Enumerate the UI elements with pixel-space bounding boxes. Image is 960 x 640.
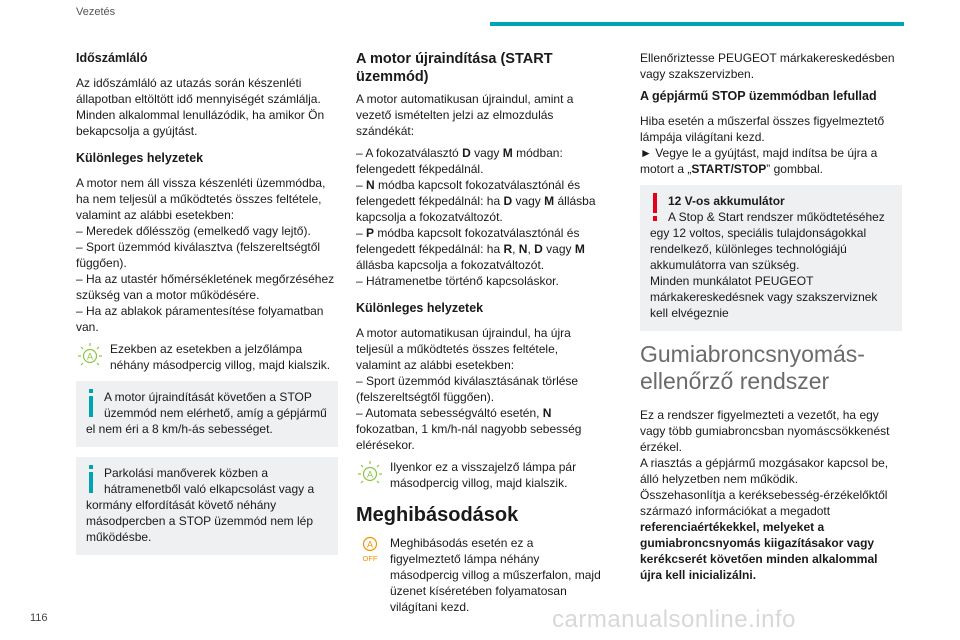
warning-title: 12 V-os akkumulátor <box>668 194 785 208</box>
info-box-parking <box>76 457 338 555</box>
list-item: – Ha az ablakok páramentesítése folyamatban van. <box>76 304 324 334</box>
warning-box-battery <box>640 185 902 331</box>
info-icon <box>86 389 96 417</box>
column-right <box>640 50 902 589</box>
heading-tpms: Gumiabroncsnyomás-ellenőrző rendszer <box>640 341 865 394</box>
fault-note <box>356 535 601 615</box>
start-conditions <box>356 145 601 289</box>
warning-text-2: Minden munkálatot PEUGEOT márkakereskedésnek vagy szakszerviznek kell elvégeznie <box>650 274 878 320</box>
warning-text: A Stop & Start rendszer működtetéséhez egy 12 voltos, speciális tulajdonságokkal rendelkező, különleges technológiájú akkumulátorra van szükség. <box>650 210 885 272</box>
heading-timer: Időszámláló <box>76 51 148 65</box>
info-box-text: Parkolási manőverek közben a hátramenetből való elkapcsolást vagy a kormány elfordítását követő néhány másodpercben a STOP üzemmód nem lép működésbe. <box>86 466 315 544</box>
list-item: – Sport üzemmód kiválasztásának törlése (felszereltségtől függően). <box>356 374 579 404</box>
restart-conditions <box>356 325 601 453</box>
paragraph-service: Ellenőriztesse PEUGEOT márkakereskedésben vagy szakszervizben. <box>640 51 895 81</box>
heading-special-cases: Különleges helyzetek <box>76 151 204 165</box>
paragraph-start-intro: A motor automatikusan újraindul, amint a vezető ismételten jelzi az elmozdulás szándékát: <box>356 92 574 138</box>
heading-stall: A gépjármű STOP üzemmódban lefullad <box>640 89 877 103</box>
svg-text:A: A <box>366 469 374 480</box>
page-number: 116 <box>30 612 48 624</box>
auto-stop-lamp-icon <box>356 459 384 487</box>
text-line: Összehasonlítja a keréksebesség-érzékelőktől származó információkat a megadott referenciaértékekkel, melyeket a gumiabroncsnyomás kiigazításakor vagy kerékcserét követően minden alkalommal újra kell inicializálni. <box>640 488 888 582</box>
paragraph-special-cases <box>76 175 338 335</box>
info-box-restart <box>76 381 338 447</box>
list-item: – A fokozatválasztó D vagy M módban: felengedett fékpedálnál. <box>356 146 563 176</box>
svg-text:OFF: OFF <box>362 554 378 563</box>
list-item: – Hátramenetbe történő kapcsoláskor. <box>356 274 559 288</box>
column-left <box>76 50 338 565</box>
paragraph-stall <box>640 113 902 177</box>
svg-text:A: A <box>366 539 374 550</box>
heading-faults: Meghibásodások <box>356 504 519 526</box>
list-item: – N módba kapcsolt fokozatválasztónál és felengedett fékpedálnál: ha D vagy M állásba kapcsolja a fokozatváltozót. <box>356 178 596 224</box>
info-icon <box>86 465 96 493</box>
list-item: – Meredek dőlésszög (emelkedő vagy lejtő). <box>76 224 311 238</box>
paragraph-timer: Az időszámláló az utazás során készenléti állapotban eltöltött idő mennyiségét számlálja. Minden alkalommal lenullázódik, ha amikor Ön bekapcsolja a gyújtást. <box>76 76 325 138</box>
auto-off-lamp-icon <box>356 535 384 563</box>
list-item: – Sport üzemmód kiválasztva (felszereltségtől függően). <box>76 240 321 270</box>
text-line: A riasztás a gépjármű mozgásakor kapcsol be, álló helyzetben nem működik. <box>640 456 889 486</box>
text-line: Ez a rendszer figyelmezteti a vezetőt, ha egy vagy több gumiabroncsban nyomáscsökkenést érzékel. <box>640 408 890 454</box>
paragraph-tpms <box>640 407 902 583</box>
text-line: A motor automatikusan újraindul, ha újra teljesül a működtetés összes feltétele, valamint az alábbi esetekben: <box>356 326 571 372</box>
watermark: carmanualsonline.info <box>552 606 796 633</box>
svg-text:A: A <box>86 351 94 362</box>
header-accent-bar <box>490 22 904 26</box>
column-middle <box>356 50 601 621</box>
lamp-note-2 <box>356 459 601 491</box>
text-line: Hiba esetén a műszerfal összes figyelmeztető lámpája világítani kezd. <box>640 114 885 144</box>
lamp-note-text: Ilyenkor ez a visszajelző lámpa pár másodpercig villog, majd kialszik. <box>390 460 577 490</box>
heading-start-mode: A motor újraindítása (START üzemmód) <box>356 51 553 85</box>
warning-icon <box>650 193 660 221</box>
list-item: – P módba kapcsolt fokozatválasztónál és felengedett fékpedálnál: ha R, N, D vagy M állásba kapcsolja a fokozatváltozót. <box>356 226 585 272</box>
running-header: Vezetés <box>76 6 116 18</box>
info-box-text: A motor újraindítását követően a STOP üzemmód nem elérhető, amíg a gépjármű el nem éri a 8 km/h-ás sebességet. <box>86 390 327 436</box>
heading-special-cases-2: Különleges helyzetek <box>356 301 484 315</box>
list-item: – Ha az utastér hőmérsékletének megőrzéséhez szükség van a motor működésére. <box>76 272 335 302</box>
fault-note-text: Meghibásodás esetén ez a figyelmeztető lámpa néhány másodpercig villog a műszerfalon, majd üzenet kíséretében folyamatosan világítani kezd. <box>390 536 601 614</box>
auto-stop-lamp-icon <box>76 341 104 369</box>
list-item: – Automata sebességváltó esetén, N fokozatban, 1 km/h-nál nagyobb sebesség elérésekor. <box>356 406 582 452</box>
text-line: A motor nem áll vissza készenléti üzemmódba, ha nem teljesül a működtetés összes feltétele, valamint az alábbi esetekben: <box>76 176 326 222</box>
lamp-note <box>76 341 338 373</box>
instruction-step: ► Vegye le a gyújtást, majd indítsa be újra a motort a „START/STOP” gombbal. <box>640 146 878 176</box>
lamp-note-text: Ezekben az esetekben a jelzőlámpa néhány másodpercig villog, majd kialszik. <box>110 342 331 372</box>
